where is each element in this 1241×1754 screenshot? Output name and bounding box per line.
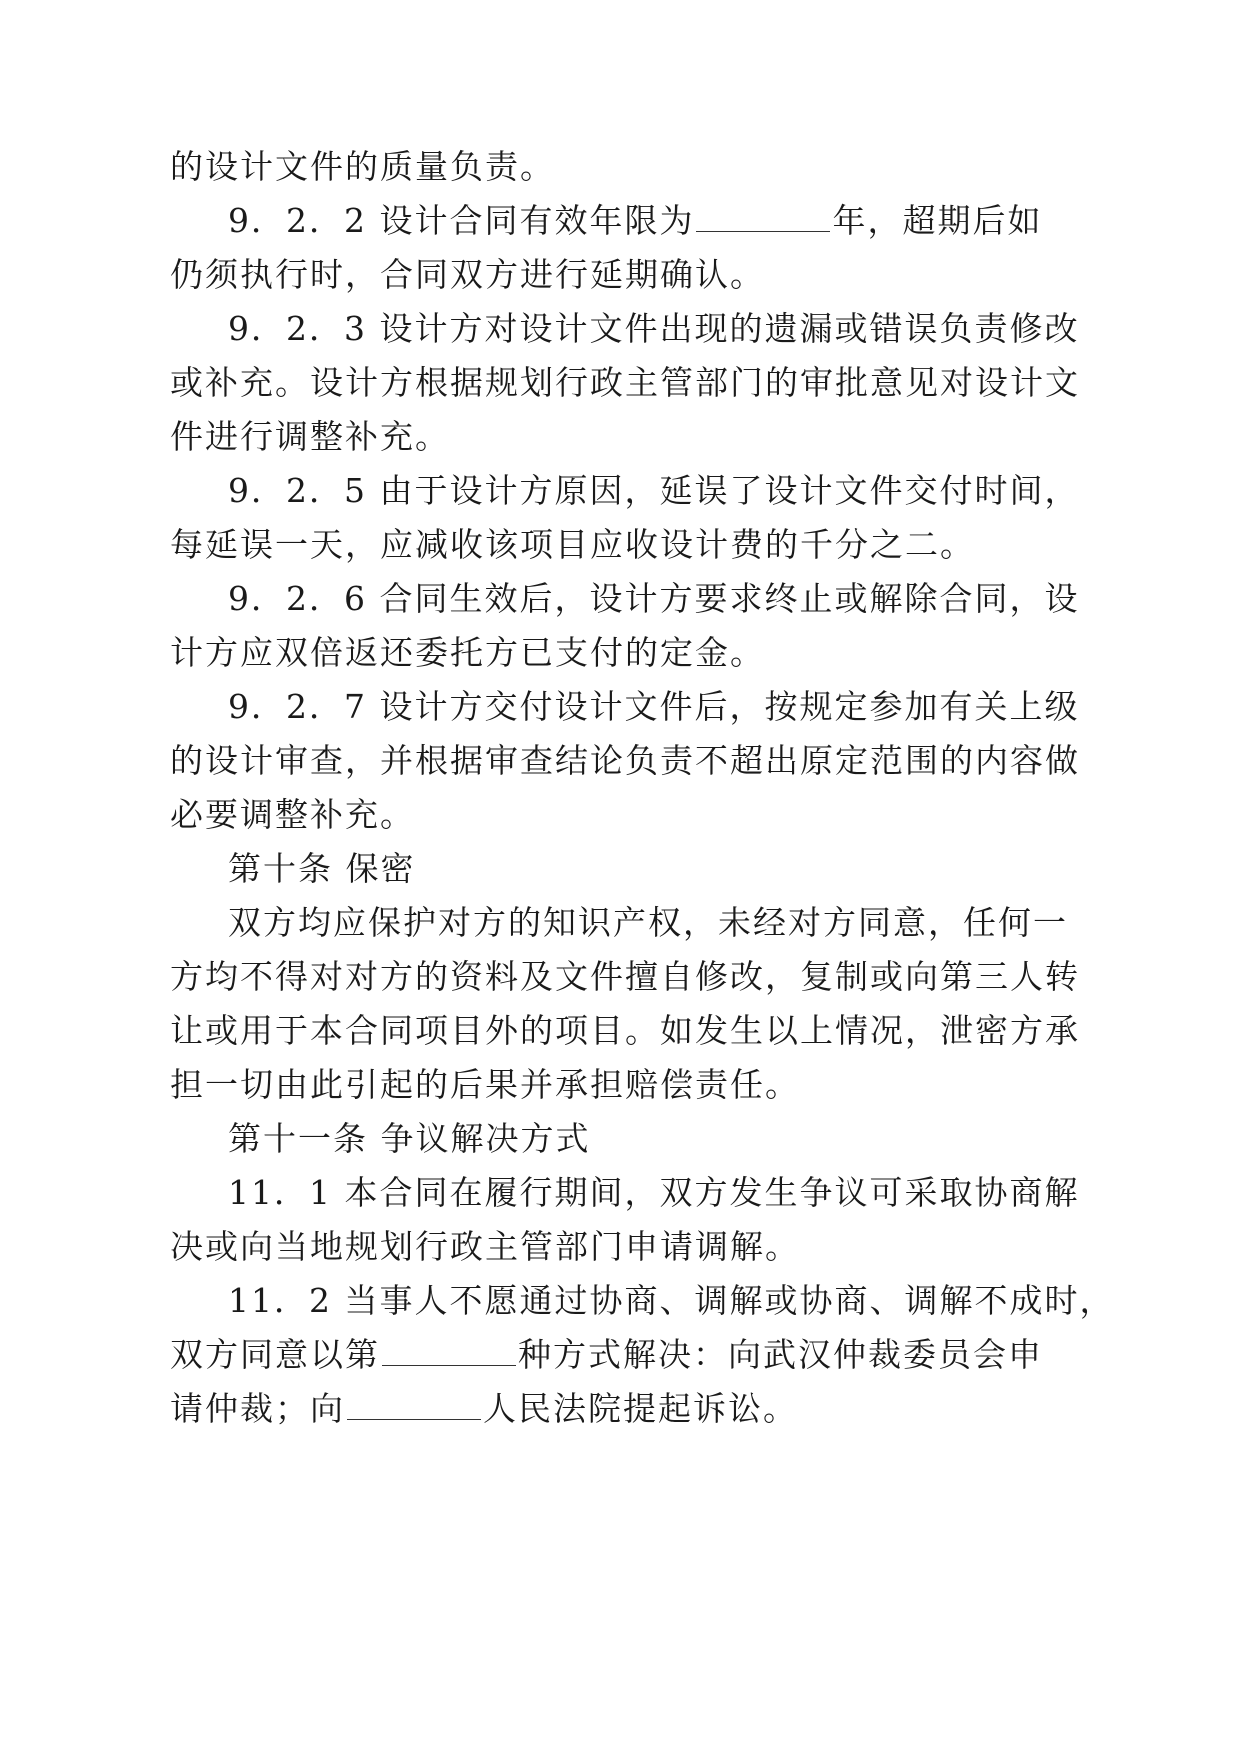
text-line: 9．2．7 设计方交付设计文件后，按规定参加有关上级 — [228, 687, 1080, 726]
text-line: 或补充。设计方根据规划行政主管部门的审批意见对设计文 — [170, 363, 1080, 402]
fill-in-blank[interactable] — [696, 205, 830, 232]
text-line: 11．2 当事人不愿通过协商、调解或协商、调解不成时， — [228, 1281, 1115, 1320]
text-line: 必要调整补充。 — [170, 795, 415, 834]
text-line: 的设计审查，并根据审查结论负责不超出原定范围的内容做 — [170, 741, 1080, 780]
section-heading: 第十一条 争议解决方式 — [228, 1119, 591, 1158]
text-line — [170, 1335, 1241, 1375]
clause-text: 种方式解决：向武汉仲裁委员会申 — [518, 1335, 1043, 1374]
text-line: 让或用于本合同项目外的项目。如发生以上情况，泄密方承 — [170, 1011, 1080, 1050]
text-line: 双方均应保护对方的知识产权，未经对方同意，任何一 — [228, 903, 1068, 942]
clause-text: 年，超期后如 — [832, 201, 1043, 240]
text-line: 9．2．6 合同生效后，设计方要求终止或解除合同，设 — [228, 579, 1080, 618]
text-line: 决或向当地规划行政主管部门申请调解。 — [170, 1227, 800, 1266]
text-line: 仍须执行时，合同双方进行延期确认。 — [170, 255, 765, 294]
clause-text: 人民法院提起诉讼。 — [483, 1389, 798, 1428]
text-line: 11．1 本合同在履行期间，双方发生争议可采取协商解 — [228, 1173, 1080, 1212]
clause-text: 9．2．2 设计合同有效年限为 — [228, 201, 695, 240]
text-line: 计方应双倍返还委托方已支付的定金。 — [170, 633, 765, 672]
text-line: 件进行调整补充。 — [170, 417, 450, 456]
clause-text: 请仲裁；向 — [170, 1389, 345, 1428]
text-line: 9．2．5 由于设计方原因，延误了设计文件交付时间， — [228, 471, 1080, 510]
text-line: 每延误一天，应减收该项目应收设计费的千分之二。 — [170, 525, 975, 564]
section-heading: 第十条 保密 — [228, 849, 416, 888]
text-line: 9．2．3 设计方对设计文件出现的遗漏或错误负责修改 — [228, 309, 1080, 348]
clause-text: 双方同意以第 — [170, 1335, 380, 1374]
text-line: 担一切由此引起的后果并承担赔偿责任。 — [170, 1065, 800, 1104]
text-line — [228, 201, 1241, 241]
text-line: 的设计文件的质量负责。 — [170, 147, 555, 186]
fill-in-blank[interactable] — [382, 1339, 516, 1366]
text-line — [170, 1389, 1241, 1429]
text-line: 方均不得对对方的资料及文件擅自修改，复制或向第三人转 — [170, 957, 1080, 996]
fill-in-blank[interactable] — [347, 1393, 481, 1420]
